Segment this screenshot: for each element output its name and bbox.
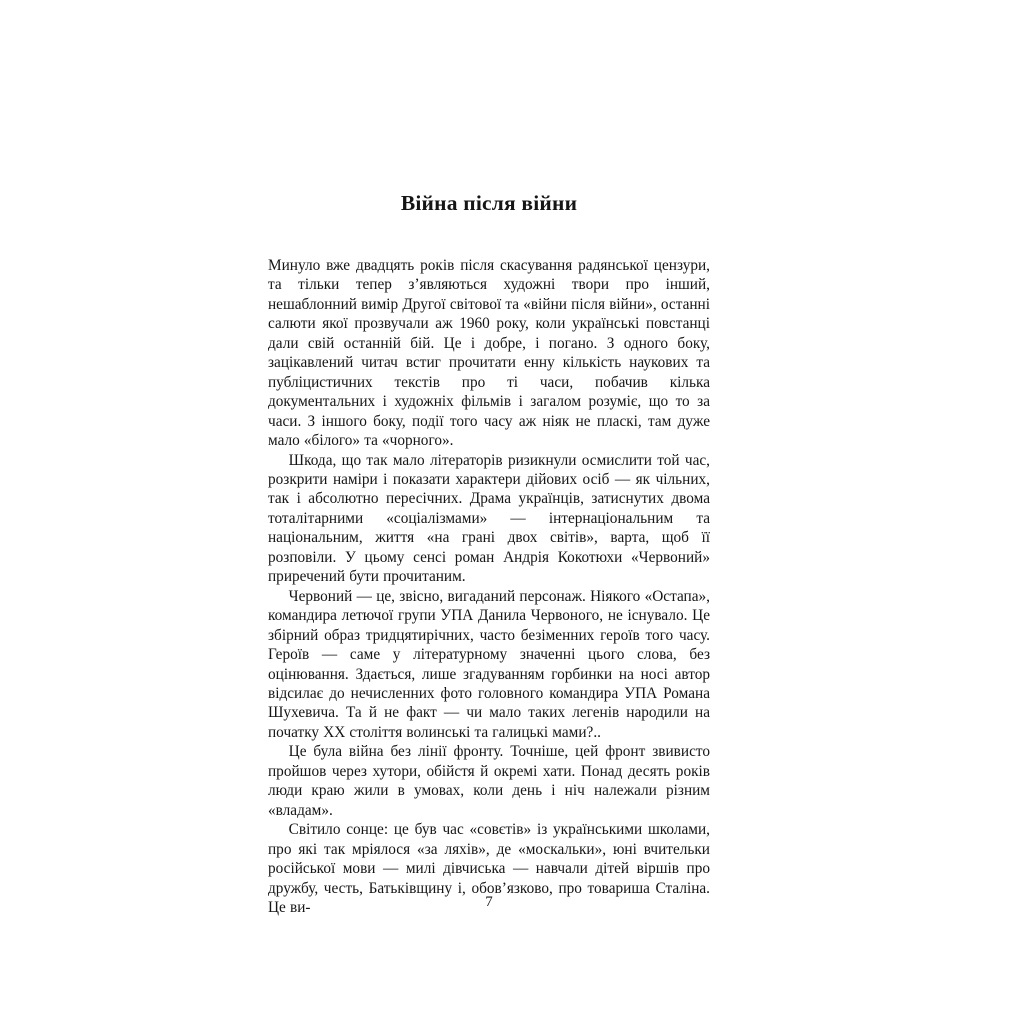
paragraph: Шкода, що так мало літераторів ризикнули осмислити той час, розкрити наміри і показати характери дійових осіб — як чільних, так і абсолютно пересічних. Драма українців, затиснутих двома тоталітарними «соціалізмами» — інтернаціональним та національним, життя «на грані двох світів», варта, щоб її розповіли. У цьому сенсі роман Андрія Кокотюхи «Червоний» приречений бути прочитаним. [268,451,710,586]
chapter-title: Війна після війни [400,191,578,215]
paragraph: Світило сонце: це був час «совєтів» із українськими школами, про які так мріялося «за ляхів», де «москальки», юні вчительки російської мови — милі дівчиська — навчали дітей віршів про дружбу, честь, Батьківщину і, обов’язково, про товариша Сталіна. Це ви- [268,821,710,916]
paragraph: Це була війна без лінії фронту. Точніше, цей фронт звивисто пройшов через хутори, обійстя й окремі хати. Понад десять років люди краю жили в умовах, коли день і ніч належали різним «владам». [268,743,710,819]
paragraph: Минуло вже двадцять років після скасування радянської цензури, та тільки тепер з’являються художні твори про інший, нешаблонний вимір Другої світової та «війни після війни», останні салюти якої прозвучали аж 1960 року, коли українські повстанці дали свій останній бій. Це і добре, і погано. З одного боку, зацікавлений читач встиг прочитати енну кількість наукових та публіцистичних текстів про ті часи, побачив кілька документальних і художніх фільмів і загалом розуміє, що то за часи. З іншого боку, події того часу аж ніяк не пласкі, там дуже мало «білого» та «чорного». [268,257,710,450]
paragraph: Червоний — це, звісно, вигаданий персонаж. Ніякого «Остапа», командира летючої групи УПА Данила Червоного, не існувало. Це збірний образ тридцятирічних, часто безіменних героїв того часу. Героїв — саме у літературному значенні цього слова, без оцінювання. Здається, лише згадуванням горбинки на носі автор відсилає до нечисленних фото головного командира УПА Романа Шухевича. Та й не факт — чи мало таких легенів народили на початку XX століття волинські та галицькі мами?.. [268,587,710,741]
page-number: 7 [485,894,493,910]
text-column [268,191,710,917]
body-text [268,256,710,917]
